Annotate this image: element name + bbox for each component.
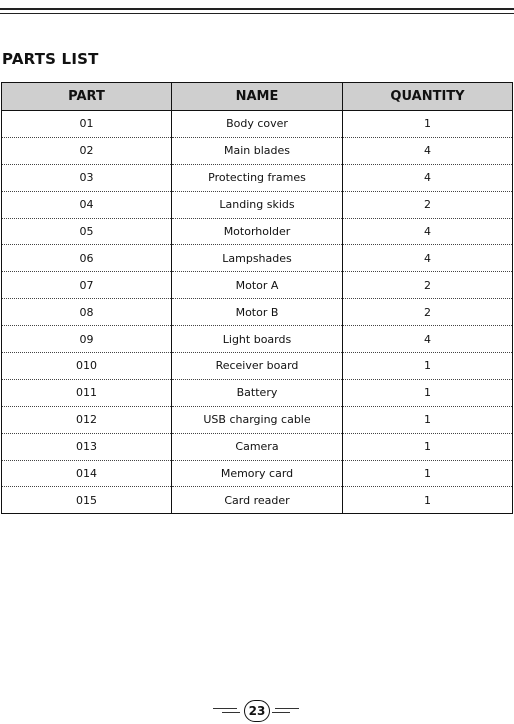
footer-rule [275, 708, 299, 709]
cell-name: Battery [172, 379, 343, 406]
column-header-quantity: QUANTITY [343, 83, 513, 111]
cell-part: 014 [2, 460, 172, 487]
cell-part: 03 [2, 164, 172, 191]
cell-quantity: 1 [343, 379, 513, 406]
cell-name: Light boards [172, 326, 343, 353]
table-row [2, 218, 513, 245]
cell-quantity: 4 [343, 164, 513, 191]
cell-quantity: 4 [343, 137, 513, 164]
cell-name: Memory card [172, 460, 343, 487]
cell-quantity: 1 [343, 353, 513, 380]
cell-name: Card reader [172, 487, 343, 514]
cell-part: 07 [2, 272, 172, 299]
cell-part: 010 [2, 353, 172, 380]
table-row [2, 272, 513, 299]
table-body [2, 111, 513, 514]
cell-quantity: 2 [343, 299, 513, 326]
top-rule [0, 8, 514, 10]
table-row [2, 487, 513, 514]
cell-part: 05 [2, 218, 172, 245]
column-header-part: PART [2, 83, 172, 111]
cell-name: Protecting frames [172, 164, 343, 191]
table-row [2, 111, 513, 138]
cell-part: 015 [2, 487, 172, 514]
table-header-row [2, 83, 513, 111]
column-header-name: NAME [172, 83, 343, 111]
cell-name: Camera [172, 433, 343, 460]
cell-quantity: 1 [343, 460, 513, 487]
cell-quantity: 1 [343, 111, 513, 138]
cell-name: Body cover [172, 111, 343, 138]
table-row [2, 137, 513, 164]
cell-quantity: 4 [343, 326, 513, 353]
cell-quantity: 2 [343, 191, 513, 218]
cell-part: 02 [2, 137, 172, 164]
table-row [2, 433, 513, 460]
cell-part: 013 [2, 433, 172, 460]
cell-part: 012 [2, 406, 172, 433]
table-row [2, 191, 513, 218]
table-row [2, 299, 513, 326]
page-heading: PARTS LIST [2, 50, 99, 68]
table-row [2, 379, 513, 406]
cell-part: 06 [2, 245, 172, 272]
cell-name: Motorholder [172, 218, 343, 245]
cell-name: Receiver board [172, 353, 343, 380]
cell-name: Main blades [172, 137, 343, 164]
cell-name: USB charging cable [172, 406, 343, 433]
cell-part: 04 [2, 191, 172, 218]
footer-rule [213, 708, 237, 709]
table-row [2, 326, 513, 353]
cell-quantity: 2 [343, 272, 513, 299]
cell-part: 01 [2, 111, 172, 138]
cell-name: Landing skids [172, 191, 343, 218]
page-number: 23 [244, 700, 270, 722]
cell-quantity: 4 [343, 218, 513, 245]
cell-name: Motor B [172, 299, 343, 326]
cell-quantity: 1 [343, 487, 513, 514]
table-row [2, 406, 513, 433]
cell-part: 08 [2, 299, 172, 326]
cell-quantity: 1 [343, 406, 513, 433]
table-row [2, 460, 513, 487]
footer-rule [222, 712, 240, 713]
table-row [2, 353, 513, 380]
cell-part: 09 [2, 326, 172, 353]
footer-rule [272, 712, 290, 713]
top-rule-thin [0, 13, 514, 14]
cell-part: 011 [2, 379, 172, 406]
page-footer [0, 700, 514, 724]
table-row [2, 245, 513, 272]
cell-name: Lampshades [172, 245, 343, 272]
cell-quantity: 1 [343, 433, 513, 460]
parts-table [1, 82, 513, 514]
cell-name: Motor A [172, 272, 343, 299]
cell-quantity: 4 [343, 245, 513, 272]
table-row [2, 164, 513, 191]
